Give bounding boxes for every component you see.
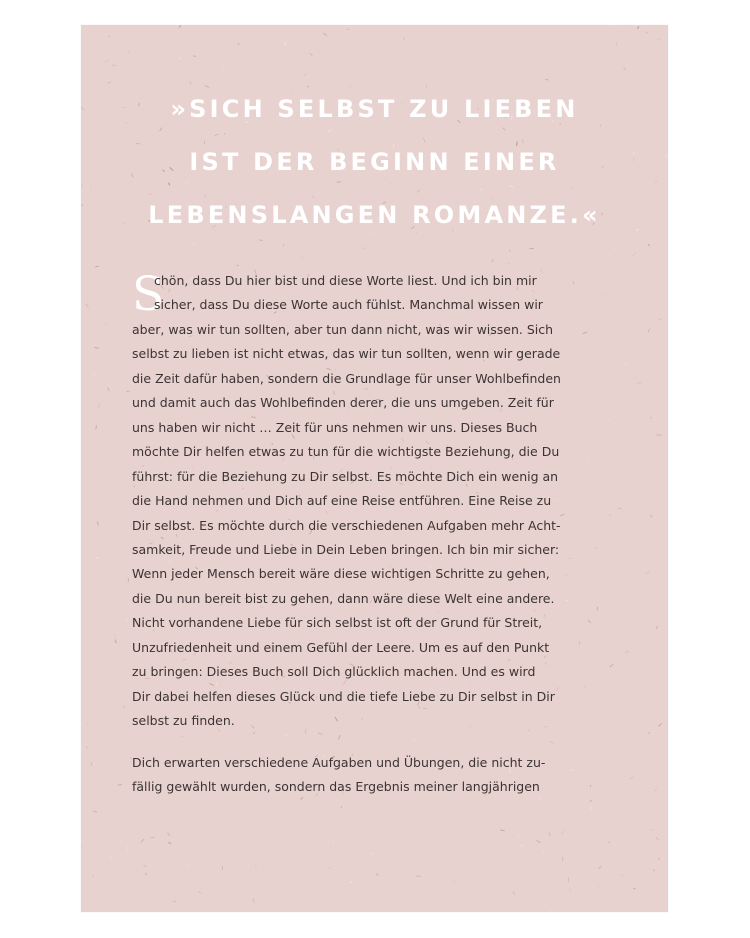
paper-fiber — [391, 862, 393, 863]
paper-fiber — [363, 247, 365, 249]
paper-fiber — [310, 53, 312, 56]
paper-fiber — [650, 829, 653, 831]
paper-fiber — [595, 548, 597, 549]
paper-fiber — [217, 822, 218, 823]
quote-close-mark: « — [582, 201, 601, 229]
paper-fiber — [199, 891, 201, 893]
paper-fiber — [94, 811, 97, 812]
paper-fiber — [492, 260, 493, 262]
paper-fiber — [339, 735, 341, 739]
paper-fiber — [285, 735, 289, 736]
paragraph-1-line: aber, was wir tun sollten, aber tun dann nicht, was wir wissen. Sich — [132, 321, 554, 337]
paragraph-1-line: die Du nun bereit bist zu gehen, dann wäre diese Welt eine andere. — [132, 590, 555, 606]
paper-fiber — [651, 515, 652, 517]
paragraph-1-line: die Hand nehmen und Dich auf eine Reise entführen. Eine Reise zu — [132, 493, 552, 509]
paragraph-1-line: Wenn jeder Mensch bereit wäre diese wichtigen Schritte zu gehen, — [132, 566, 550, 582]
paragraph-2-line: Dich erwarten verschiedene Aufgaben und Übungen, die nicht zu- — [132, 755, 546, 770]
paper-fiber — [659, 858, 660, 860]
paragraph-1-line: Nicht vorhandene Liebe für sich selbst ist oft der Grund für Streit, — [132, 615, 543, 631]
paper-fiber — [99, 404, 100, 408]
paper-fiber — [118, 785, 121, 786]
paper-fiber — [509, 250, 510, 251]
quote-line-3 — [81, 189, 668, 242]
paper-fiber — [188, 865, 190, 866]
quote-line-3-text: LEBENSLANGEN ROMANZE. — [148, 201, 583, 229]
paper-fiber — [179, 25, 182, 28]
paragraph-1 — [132, 269, 582, 734]
paragraph-1-line: führst: für die Beziehung zu Dir selbst. Es möchte Dich ein wenig an — [132, 468, 559, 484]
paper-fiber — [616, 42, 617, 45]
paper-fiber — [453, 879, 455, 883]
paragraph-1-line: möchte Dir helfen etwas zu tun für die wichtigste Beziehung, die Du — [132, 444, 560, 460]
paper-fiber — [377, 874, 378, 876]
paper-fiber — [128, 579, 129, 582]
paper-fiber — [145, 873, 146, 875]
paper-fiber — [375, 863, 376, 864]
paper-fiber — [633, 253, 636, 256]
quote-line-2: IST DER BEGINN EINER — [189, 148, 560, 176]
paper-fiber — [624, 68, 626, 69]
paper-fiber — [149, 41, 151, 43]
paper-fiber — [591, 807, 592, 810]
paper-fiber — [96, 558, 98, 559]
paper-fiber — [583, 332, 587, 333]
paper-fiber — [238, 43, 239, 45]
paper-fiber — [537, 841, 540, 843]
paper-fiber — [630, 777, 633, 779]
paper-fiber — [323, 33, 326, 35]
paper-fiber — [304, 74, 307, 76]
paper-fiber — [249, 864, 250, 866]
paragraph-1-line: chön, dass Du hier bist und diese Worte liest. Und ich bin mir — [154, 273, 537, 288]
paper-fiber — [615, 25, 616, 26]
paragraph-1-line: zu bringen: Dieses Buch soll Dich glücklich machen. Und es wird — [132, 664, 536, 680]
paper-fiber — [625, 364, 627, 365]
paper-fiber — [590, 800, 591, 801]
paper-fiber — [162, 830, 163, 831]
paragraph-1-line: und damit auch das Wohlbefinden derer, die uns umgeben. Zeit für — [132, 395, 554, 411]
pull-quote — [81, 83, 668, 242]
paper-fiber — [404, 37, 405, 39]
paper-fiber — [610, 665, 613, 668]
paper-fiber — [646, 573, 650, 574]
paper-fiber — [549, 833, 550, 837]
paragraph-1-line: die Zeit dafür haben, sondern die Grundlage für unser Wohlbefinden — [132, 370, 561, 386]
paper-fiber — [597, 884, 599, 887]
paper-fiber — [223, 68, 225, 70]
paper-fiber — [129, 51, 130, 52]
paper-fiber — [609, 419, 610, 421]
quote-line-1-text: SICH SELBST ZU LIEBEN — [189, 95, 579, 123]
paper-fiber — [96, 426, 97, 430]
paper-fiber — [127, 391, 129, 392]
paper-fiber — [659, 319, 661, 320]
paper-fiber — [562, 832, 564, 835]
paragraph-2-line: fällig gewählt wurden, sondern das Ergebnis meiner langjährigen — [132, 779, 540, 795]
paragraph-1-line: Dir selbst. Es möchte durch die verschiedenen Aufgaben mehr Acht- — [132, 517, 561, 533]
book-page — [81, 25, 668, 912]
quote-line-1 — [81, 83, 668, 136]
paper-fiber — [597, 607, 598, 610]
paper-fiber — [124, 706, 125, 707]
paper-fiber — [333, 842, 334, 844]
paper-fiber — [255, 866, 256, 867]
paper-fiber — [543, 851, 544, 852]
paper-fiber — [108, 36, 111, 37]
paper-fiber — [543, 904, 545, 906]
paper-fiber — [588, 620, 591, 622]
paragraph-1-line: selbst zu finden. — [132, 713, 235, 729]
paper-fiber — [498, 865, 499, 867]
quote-open-mark: » — [170, 95, 190, 123]
paper-fiber — [654, 870, 655, 871]
paper-fiber — [115, 640, 116, 643]
paper-fiber — [584, 686, 586, 688]
paper-fiber — [546, 79, 549, 80]
paper-fiber — [550, 742, 554, 744]
drop-cap: S — [132, 267, 165, 322]
paragraph-1-line: Dir dabei helfen dieses Glück und die tiefe Liebe zu Dir selbst in Dir — [132, 688, 555, 704]
paragraph-1-line: uns haben wir nicht … Zeit für uns nehmen wir uns. Dieses Buch — [132, 419, 538, 435]
paper-fiber — [648, 329, 650, 332]
paper-fiber — [654, 788, 657, 791]
paper-fiber — [105, 60, 109, 62]
paragraph-1-line: samkeit, Freude und Liebe in Dein Leben bringen. Ich bin mir sicher: — [132, 541, 560, 557]
paper-fiber — [413, 739, 416, 741]
paper-fiber — [97, 522, 98, 525]
paper-fiber — [520, 845, 524, 846]
paper-fiber — [651, 417, 652, 418]
paper-fiber — [598, 866, 601, 869]
paper-fiber — [180, 58, 181, 59]
paper-fiber — [93, 762, 94, 765]
paper-fiber — [328, 868, 331, 870]
paper-fiber — [91, 762, 92, 765]
paper-fiber — [648, 733, 650, 734]
paper-fiber — [657, 39, 661, 40]
paper-fiber — [105, 322, 108, 324]
paper-fiber — [115, 634, 116, 638]
paper-fiber — [570, 890, 571, 891]
paper-fiber — [626, 651, 629, 652]
paper-fiber — [634, 888, 636, 889]
paper-fiber — [621, 874, 624, 876]
paper-fiber — [108, 388, 109, 391]
paper-fiber — [253, 899, 254, 902]
paper-fiber — [194, 56, 196, 57]
paragraph-1-line: sicher, dass Du diese Worte auch fühlst. Manchmal wissen wir — [154, 297, 543, 313]
paper-fiber — [86, 304, 88, 307]
paper-fiber — [513, 892, 514, 895]
paper-fiber — [110, 464, 111, 466]
paper-fiber — [648, 245, 649, 246]
paragraph-2 — [132, 751, 582, 800]
paper-fiber — [609, 515, 611, 516]
paper-fiber — [86, 747, 88, 749]
paper-fiber — [95, 348, 98, 349]
paragraph-1-line: Unzufriedenheit und einem Gefühl der Leere. Um es auf den Punkt — [132, 639, 550, 655]
paper-fiber — [659, 723, 662, 726]
paper-fiber — [614, 249, 616, 251]
paper-fiber — [638, 27, 639, 29]
paper-fiber — [541, 804, 542, 805]
paper-fiber — [562, 857, 563, 860]
paper-fiber — [168, 833, 170, 836]
paper-fiber — [656, 837, 659, 839]
paragraph-1-line: selbst zu lieben ist nicht etwas, das wir tun sollten, wenn wir gerade — [132, 346, 561, 362]
paper-fiber — [350, 881, 352, 883]
paper-fiber — [371, 853, 373, 855]
paper-fiber — [645, 32, 648, 33]
paper-fiber — [301, 257, 303, 258]
paper-fiber — [501, 830, 505, 831]
paper-fiber — [657, 626, 658, 629]
paper-fiber — [141, 839, 144, 842]
paper-fiber — [168, 843, 171, 844]
paper-fiber — [608, 842, 610, 844]
paper-fiber — [657, 435, 661, 436]
paper-fiber — [593, 453, 594, 454]
paper-fiber — [95, 266, 98, 267]
